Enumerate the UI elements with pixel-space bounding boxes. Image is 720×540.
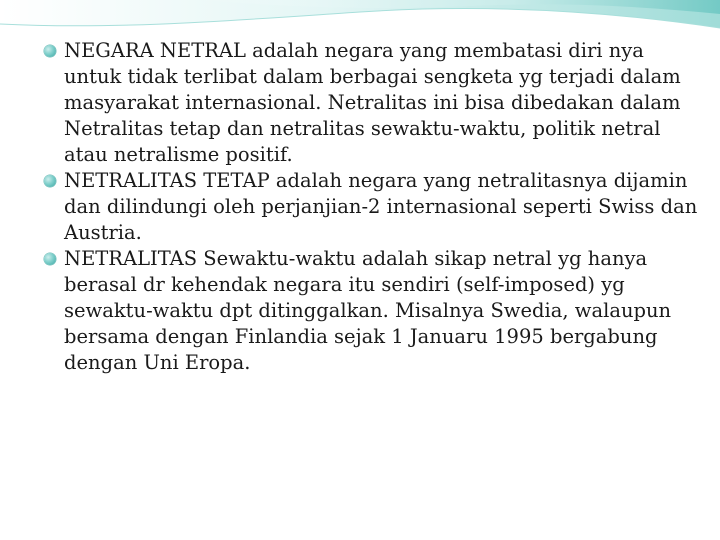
bullet-text: NETRALITAS Sewaktu-waktu adalah sikap netral yg hanya berasal dr kehendak negara itu sendiri (self-imposed) yg sewaktu-waktu dpt ditinggalkan. Misalnya Swedia, walaupun bersama dengan Finlandia sejak 1 Januaru 1995 bergabung dengan Uni Eropa. (64, 247, 672, 374)
bullet-dot-icon (44, 253, 56, 265)
bullet-item-netralitas-sewaktu (44, 246, 704, 376)
bullet-list (44, 38, 704, 376)
bullet-item-netralitas-tetap (44, 168, 704, 246)
bullet-item-negara-netral (44, 38, 704, 168)
bullet-text: NEGARA NETRAL adalah negara yang membatasi diri nya untuk tidak terlibat dalam berbagai sengketa yg terjadi dalam masyarakat internasional. Netralitas ini bisa dibedakan dalam Netralitas tetap dan netralitas sewaktu-waktu, politik netral atau netralisme positif. (64, 39, 681, 166)
bullet-dot-icon (44, 175, 56, 187)
bullet-text: NETRALITAS TETAP adalah negara yang netralitasnya dijamin dan dilindungi oleh perjanjian-2 internasional seperti Swiss dan Austria. (64, 169, 698, 244)
bullet-dot-icon (44, 45, 56, 57)
